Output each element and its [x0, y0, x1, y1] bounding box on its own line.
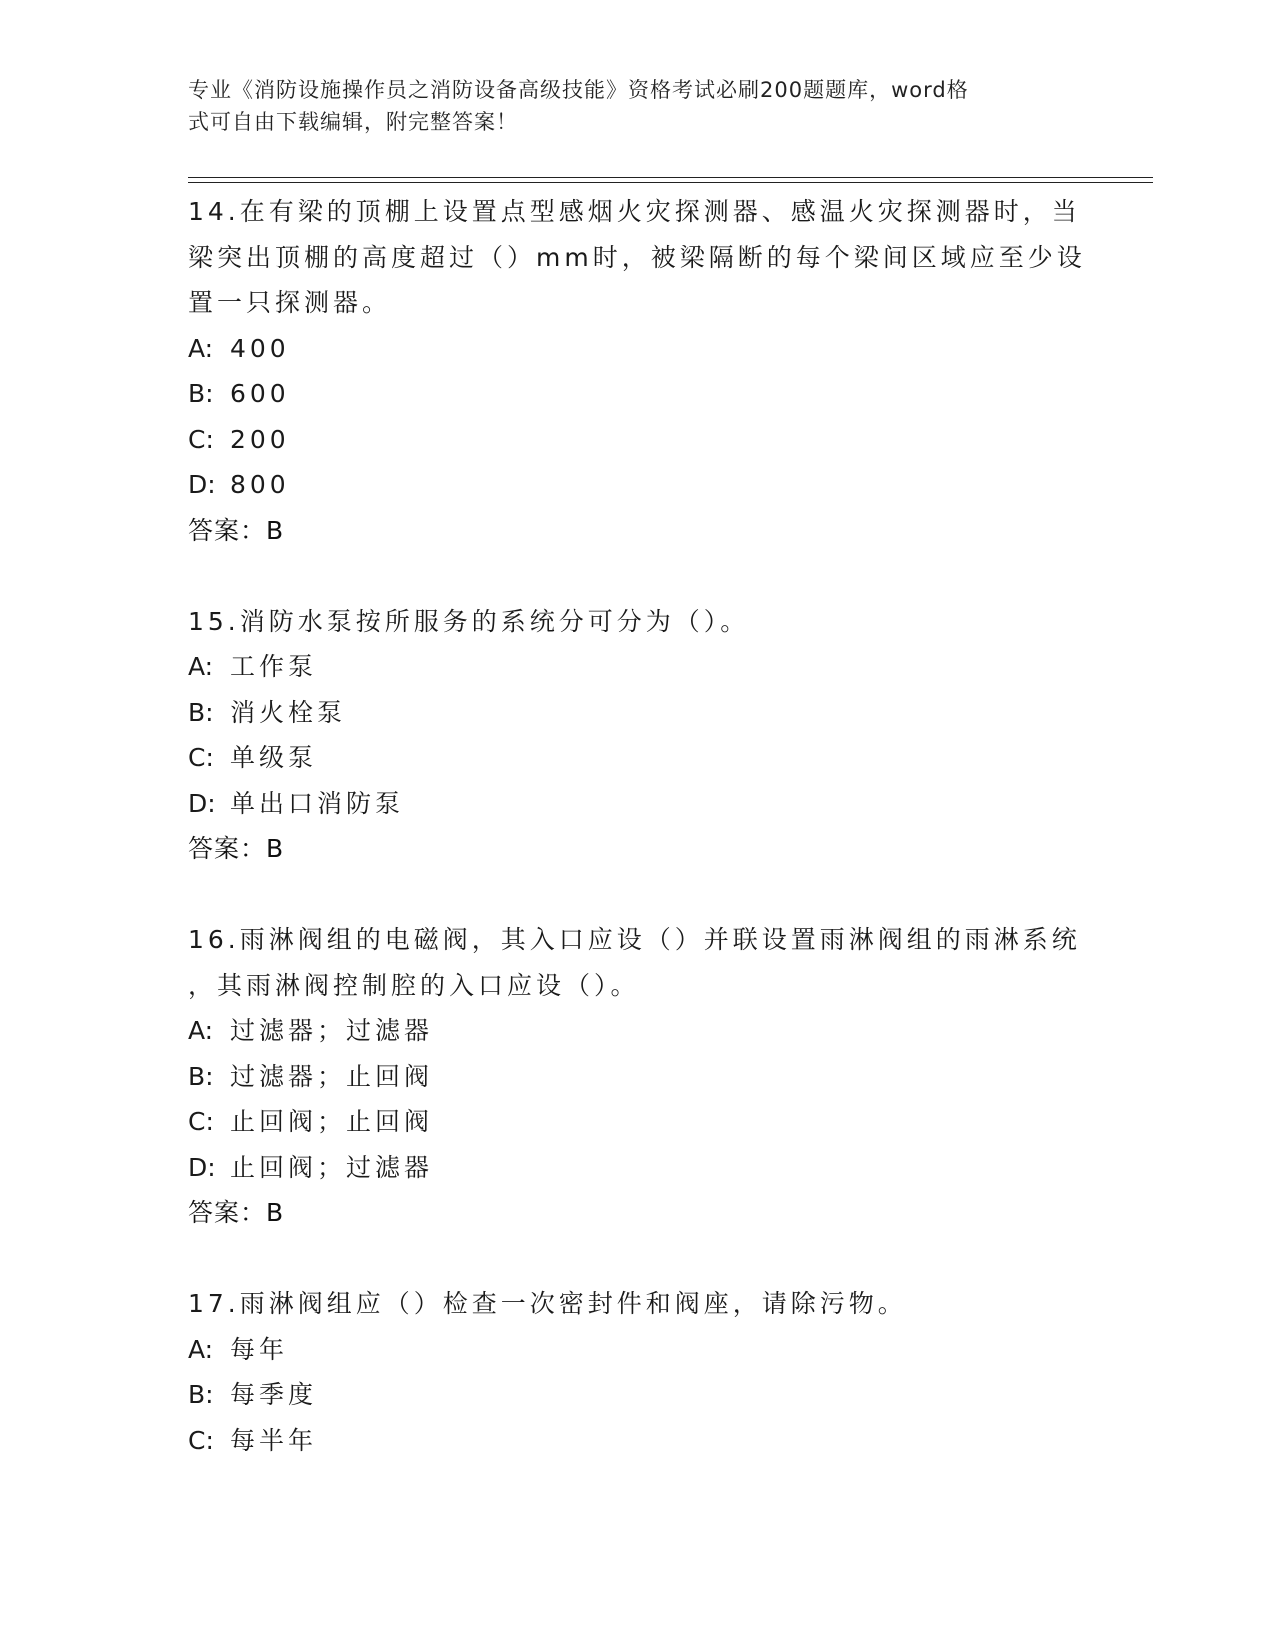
stem-line: 15.消防水泵按所服务的系统分可分为（）。	[188, 606, 750, 636]
question-stem	[188, 189, 1088, 326]
option-b	[188, 371, 1088, 417]
question-17	[188, 1281, 1088, 1463]
option-letter: B:	[188, 697, 214, 727]
stem-line: 17.雨淋阀组应（）检查一次密封件和阀座，请除污物。	[188, 1289, 907, 1318]
option-a	[188, 326, 1088, 372]
option-b	[188, 1372, 1088, 1418]
stem-line: 梁突出顶棚的高度超过（）mm时，被梁隔断的每个梁间区域应至少设	[188, 242, 1086, 272]
answer-line: 答案：B	[188, 515, 285, 545]
question-16	[188, 917, 1088, 1281]
option-letter: B:	[188, 1380, 214, 1409]
option-text: 每季度	[230, 1380, 318, 1409]
document-header	[188, 74, 1088, 138]
question-stem	[188, 599, 1088, 645]
option-letter: D:	[188, 470, 216, 499]
answer-line: 答案：B	[188, 1198, 285, 1227]
option-text: 单级泵	[230, 743, 318, 772]
option-text: 800	[230, 470, 290, 499]
option-d	[188, 462, 1088, 508]
option-d	[188, 781, 1088, 827]
header-line-2: 式可自由下载编辑，附完整答案！	[188, 110, 518, 134]
option-text: 止回阀；止回阀	[230, 1107, 434, 1136]
option-b	[188, 1054, 1088, 1100]
option-c	[188, 735, 1088, 781]
stem-line: 16.雨淋阀组的电磁阀，其入口应设（）并联设置雨淋阀组的雨淋系统	[188, 925, 1081, 954]
question-14	[188, 189, 1088, 599]
option-text: 每年	[230, 1334, 289, 1364]
option-text: 600	[230, 379, 290, 408]
option-letter: C:	[188, 743, 214, 772]
header-divider-top	[188, 177, 1153, 178]
option-text: 单出口消防泵	[230, 788, 405, 818]
question-15	[188, 599, 1088, 918]
option-letter: A:	[188, 652, 214, 681]
question-stem	[188, 917, 1088, 1008]
question-gap	[188, 872, 1088, 918]
option-text: 200	[230, 424, 290, 454]
option-c	[188, 417, 1088, 463]
question-gap	[188, 1236, 1088, 1282]
stem-line: 14.在有梁的顶棚上设置点型感烟火灾探测器、感温火灾探测器时，当	[188, 197, 1081, 226]
option-a	[188, 1008, 1088, 1054]
question-gap	[188, 553, 1088, 599]
answer-line: 答案：B	[188, 834, 285, 863]
option-letter: A:	[188, 1334, 214, 1364]
option-text: 过滤器；止回阀	[230, 1061, 434, 1091]
option-c	[188, 1418, 1088, 1464]
option-text: 400	[230, 333, 290, 363]
option-letter: A:	[188, 333, 214, 363]
option-d	[188, 1145, 1088, 1191]
option-text: 止回阀；过滤器	[230, 1152, 434, 1182]
option-letter: B:	[188, 1061, 214, 1091]
option-c	[188, 1099, 1088, 1145]
option-letter: C:	[188, 1107, 214, 1136]
option-text: 工作泵	[230, 652, 318, 681]
option-letter: C:	[188, 424, 214, 454]
option-letter: D:	[188, 788, 216, 818]
stem-line: ，其雨淋阀控制腔的入口应设（）。	[188, 970, 640, 1000]
option-a	[188, 644, 1088, 690]
option-letter: D:	[188, 1152, 216, 1182]
option-text: 消火栓泵	[230, 697, 347, 727]
option-letter: C:	[188, 1425, 214, 1455]
stem-line: 置一只探测器。	[188, 288, 392, 317]
question-stem	[188, 1281, 1088, 1327]
option-text: 过滤器；过滤器	[230, 1016, 434, 1045]
option-b	[188, 690, 1088, 736]
option-a	[188, 1327, 1088, 1373]
option-text: 每半年	[230, 1425, 318, 1455]
question-list	[188, 189, 1088, 1463]
option-letter: B:	[188, 379, 214, 408]
option-letter: A:	[188, 1016, 214, 1045]
header-divider-bottom	[188, 182, 1153, 183]
header-line-1: 专业《消防设施操作员之消防设备高级技能》资格考试必刷200题题库，word格	[188, 78, 969, 102]
